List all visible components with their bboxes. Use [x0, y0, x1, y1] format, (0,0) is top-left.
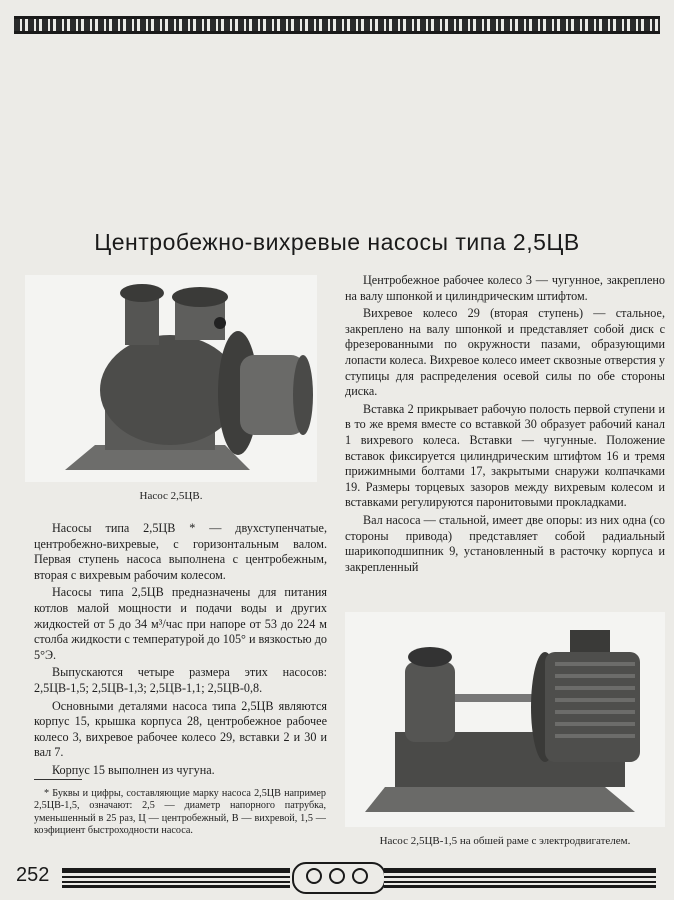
emblem-icon	[292, 862, 386, 894]
pump-motor-illustration	[345, 612, 665, 827]
page-title: Центробежно-вихревые насосы типа 2,5ЦВ	[94, 229, 580, 255]
paragraph: Центробежное рабочее колесо 3 — чугунное, закреплено на валу шпонкой и цилиндрическим штифтом.	[345, 273, 665, 303]
paragraph: Вихревое колесо 29 (вторая ступень) — стальное, закреплено на валу шпонкой и представляет собой диск с фрезерованными по окружности пазами, образующими лопасти колеса. Вихревое колесо имеет сквозные отверстия у ступицы для распределения осевой силы по обе стороны диска.	[345, 306, 665, 399]
paragraph: Насосы типа 2,5ЦВ * — двухступенчатые, центробежно-вихревые, с горизонтальным валом. Первая ступень насоса выполнена с центробежным, вторая с вихревым рабочим колесом.	[34, 521, 327, 582]
paragraph: Вставка 2 прикрывает рабочую полость первой ступени и в то же время вместе со вставкой 30 образует рабочий канал 1 вихревого колеса. Вставки — чугунные. Положение вставок фиксируется цилиндрическим штифтом 16 и тремя прижимными болтами 17, закрытыми снаружи колпачками 19. Размеры торцевых зазоров между вихревым колесом и вставками регулируются паронитовыми прокладками.	[345, 401, 665, 510]
show-through-text	[40, 56, 654, 106]
pump-photo	[25, 275, 317, 482]
footnote	[34, 788, 326, 838]
figure-caption: Насос 2,5ЦВ.	[139, 490, 203, 502]
paragraph: Выпускаются четыре размера этих насосов: 2,5ЦВ-1,5; 2,5ЦВ-1,3; 2,5ЦВ-1,1; 2,5ЦВ-0,8.	[34, 665, 327, 695]
bottom-ornament-bar	[384, 868, 656, 888]
top-ornament-bar	[14, 16, 660, 34]
paragraph: Насосы типа 2,5ЦВ предназначены для питания котлов малой мощности и подачи воды и других жидкостей от 5 до 34 м³/час при напоре от 53 до 224 м столба жидкости с температурой до 105° и вязкостью до 5°Э.	[34, 585, 327, 662]
page-number: 252	[16, 864, 50, 886]
bottom-ornament-bar	[62, 868, 290, 888]
right-column	[345, 273, 665, 575]
pump-motor-photo	[345, 612, 665, 827]
paragraph: Основными деталями насоса типа 2,5ЦВ являются корпус 15, крышка корпуса 28, центробежное рабочее колесо 3, вихревое рабочее колесо 29, вставки 2 и 30 и вал 7.	[34, 698, 327, 760]
left-column	[34, 521, 327, 779]
paragraph: Корпус 15 выполнен из чугуна.	[52, 762, 215, 777]
footnote-rule	[34, 779, 82, 780]
footnote-text: * Буквы и цифры, составляющие марку насоса 2,5ЦВ например 2,5ЦВ-1,5, означают: 2,5 — диаметр напорного патрубка, уменьшенный в 25 раз, Ц — центробежный, В — вихревой, 1,5 — коэфициент быстроходности насоса.	[34, 788, 326, 837]
pump-illustration	[25, 275, 317, 482]
figure-caption: Насос 2,5ЦВ-1,5 на обшей раме с электродвигателем.	[379, 835, 631, 847]
paragraph: Вал насоса — стальной, имеет две опоры: из них одна (со стороны привода) представляет собой радиальный шарикоподшипник 9, установленный в расточку корпуса и закрепленный	[345, 512, 665, 574]
